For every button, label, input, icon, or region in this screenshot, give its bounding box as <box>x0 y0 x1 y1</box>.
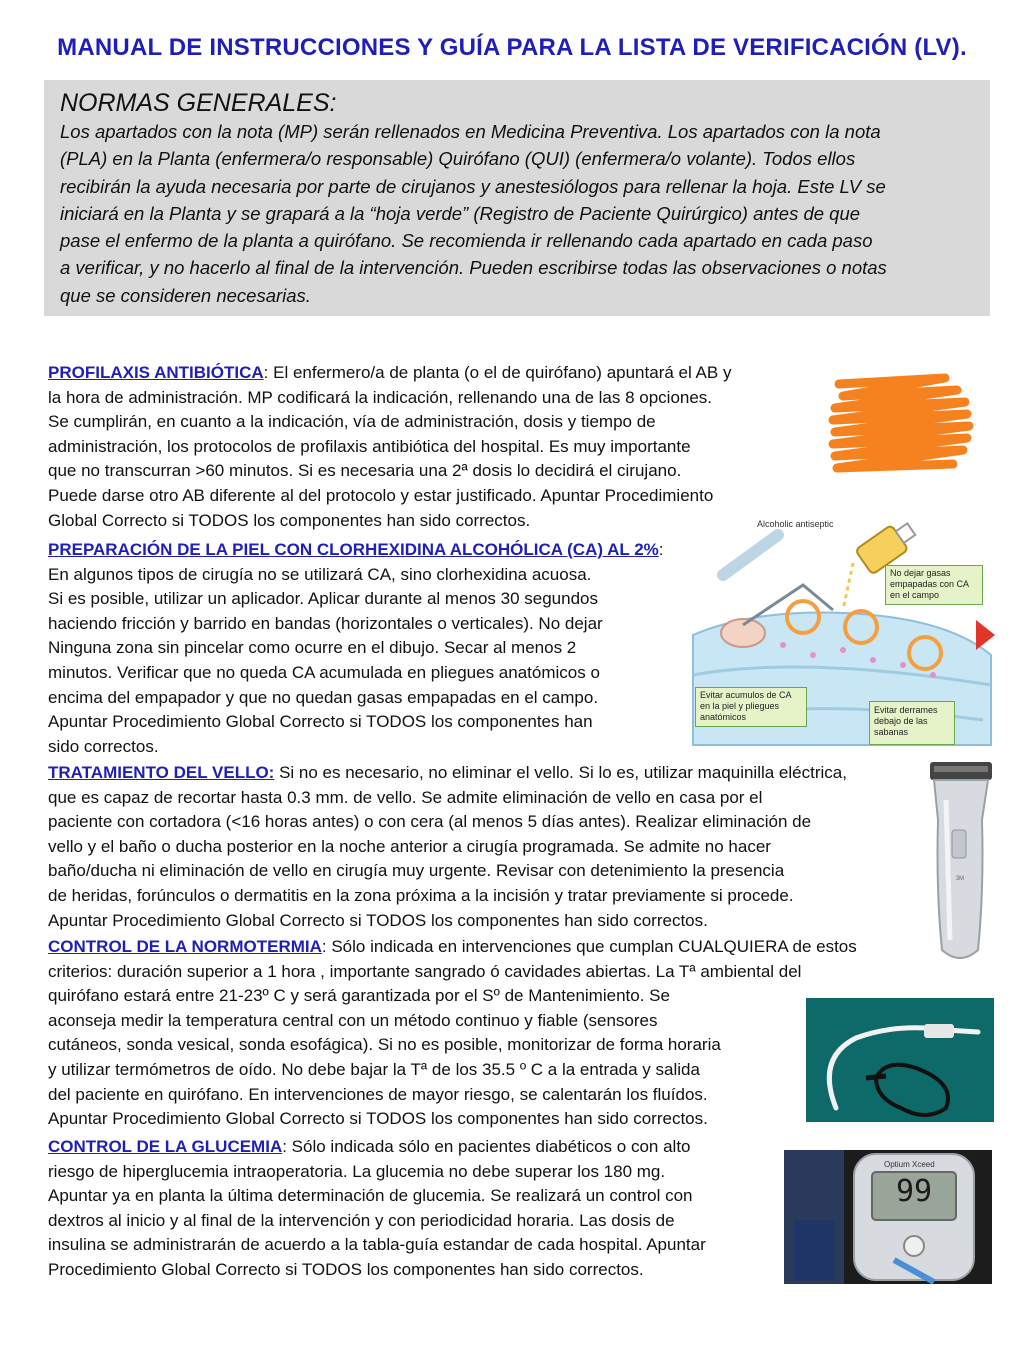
section-line: dextros al inicio y al final de la intervención y con periodicidad horaria. Las dosis de <box>48 1210 675 1230</box>
section-line: En algunos tipos de cirugía no se utilizará CA, sino clorhexidina acuosa. <box>48 564 592 584</box>
section-line: administración, los protocolos de profilaxis antibiótica del hospital. Es muy importante <box>48 436 691 456</box>
callout-gasas: No dejar gasas empapadas con CA en el campo <box>885 565 983 605</box>
section-line: Global Correcto si TODOS los componentes han sido correctos. <box>48 510 531 530</box>
normas-line: iniciará en la Planta y se grapará a la “hoja verde” (Registro de Paciente Quirúrgico) antes de que <box>60 202 861 224</box>
section-first-line: CONTROL DE LA NORMOTERMIA: Sólo indicada en intervenciones que cumplan CUALQUIERA de estos <box>48 937 857 956</box>
section-line: Ninguna zona sin pincelar como ocurre en el dibujo. Secar al menos 2 <box>48 638 577 658</box>
svg-text:3M: 3M <box>955 876 965 882</box>
callout-acumulos: Evitar acumulos de CA en la piel y pliegues anatómicos <box>695 687 807 727</box>
temperature-probe-photo <box>806 998 994 1122</box>
section-line: y utilizar termómetros de oído. No debe bajar la Tª de los 35.5 º C a la entrada y salida <box>48 1059 700 1079</box>
section-line: haciendo fricción y barrido en bandas (horizontales o verticales). No dejar <box>48 613 603 633</box>
section-line: Procedimiento Global Correcto si TODOS los componentes han sido correctos. <box>48 1259 644 1279</box>
section-heading-link[interactable]: PROFILAXIS ANTIBIÓTICA <box>48 363 264 382</box>
section-first-line: CONTROL DE LA GLUCEMIA: Sólo indicada sólo en pacientes diabéticos o con alto <box>48 1137 691 1156</box>
section-line: cutáneos, sonda vesical, sonda esofágica). Si no es posible, monitorizar de forma horaria <box>48 1035 721 1055</box>
section-line: Apuntar Procedimiento Global Correcto si TODOS los componentes han sido correctos. <box>48 1109 708 1129</box>
section-heading-link[interactable]: TRATAMIENTO DEL VELLO: <box>48 763 275 782</box>
section-preparacion-piel <box>48 538 664 759</box>
section-line: la hora de administración. MP codificará la indicación, rellenando una de las 8 opciones. <box>48 387 713 407</box>
alcohol-label: Alcoholic antiseptic <box>757 519 834 529</box>
document-title: MANUAL DE INSTRUCCIONES Y GUÍA PARA LA LISTA DE VERIFICACIÓN (LV). <box>57 34 967 61</box>
normas-line: a verificar, y no hacerlo al final de la intervención. Pueden escribirse todas las observaciones o notas <box>60 257 887 279</box>
section-line: insulina se administrarán de acuerdo a la tabla-guía estandar de cada hospital. Apuntar <box>48 1235 706 1255</box>
section-line: que no transcurran >60 minutos. Si es necesaria una 2ª dosis lo decidirá el cirujano. <box>48 461 682 481</box>
skin-prep-illustration <box>683 515 1008 750</box>
section-line: baño/ducha ni eliminación de vello en cirugía muy urgente. Revisar con detenimiento la presencia <box>48 861 785 881</box>
normas-line: recibirán la ayuda necesaria por parte de cirujanos y anestesiólogos para rellenar la hoja. Este LV se <box>60 175 886 197</box>
normas-body <box>60 118 974 309</box>
callout-derrames: Evitar derrames debajo de las sabanas <box>869 701 955 745</box>
normas-line: que se consideren necesarias. <box>60 284 311 306</box>
section-line: encima del empapador y que no quedan gasas empapadas en el campo. <box>48 687 599 707</box>
section-heading-link[interactable]: CONTROL DE LA GLUCEMIA <box>48 1137 283 1156</box>
section-line: vello y el baño o ducha posterior en la noche anterior a cirugía programada. Se admite no hacer <box>48 836 771 856</box>
orange-scribble <box>825 372 975 480</box>
section-first-line: PREPARACIÓN DE LA PIEL CON CLORHEXIDINA ALCOHÓLICA (CA) AL 2%: <box>48 540 664 559</box>
glucometer-brand: Optium Xceed <box>884 1160 935 1169</box>
section-normotermia <box>48 935 857 1132</box>
glucometer-reading: 99 <box>895 1174 933 1209</box>
section-line: Apuntar ya en planta la última determinación de glucemia. Se realizará un control con <box>48 1186 693 1206</box>
section-line: que es capaz de recortar hasta 0.3 mm. de vello. Se admite eliminación de vello en casa por el <box>48 787 763 807</box>
section-heading-link[interactable]: CONTROL DE LA NORMOTERMIA <box>48 937 322 956</box>
section-line: quirófano estará entre 21-23º C y será garantizada por el Sº de Mantenimiento. Se <box>48 986 670 1006</box>
glucometer-photo <box>784 1150 992 1284</box>
normas-generales-box <box>44 80 990 316</box>
section-line: Apuntar Procedimiento Global Correcto si TODOS los componentes han sido correctos. <box>48 910 708 930</box>
section-line: minutos. Verificar que no queda CA acumulada en pliegues anatómicos o <box>48 662 600 682</box>
normas-line: pase el enfermo de la planta a quirófano. Se recomienda ir rellenando cada apartado en cada paso <box>60 230 873 252</box>
section-line: criterios: duración superior a 1 hora , importante sangrado ó cavidades abiertas. La Tª ambiental del <box>48 961 802 981</box>
section-line: Si es posible, utilizar un aplicador. Aplicar durante al menos 30 segundos <box>48 589 599 609</box>
section-line: sido correctos. <box>48 736 159 756</box>
normas-line: Los apartados con la nota (MP) serán rellenados en Medicina Preventiva. Los apartados con la nota <box>60 121 881 142</box>
normas-line: (PLA) en la Planta (enfermera/o responsable) Quirófano (QUI) (enfermera/o volante). Todos ellos <box>60 148 856 170</box>
section-glucemia <box>48 1135 706 1283</box>
section-line: Se cumplirán, en cuanto a la indicación, vía de administración, dosis y tiempo de <box>48 412 656 432</box>
section-line: paciente con cortadora (<16 horas antes) o con cera (al menos 5 días antes). Realizar eliminación de <box>48 812 812 832</box>
section-profilaxis <box>48 361 731 533</box>
section-line: Apuntar Procedimiento Global Correcto si TODOS los componentes han <box>48 712 593 732</box>
section-line: del paciente en quirófano. En intervenciones de mayor riesgo, se calentarán los fluídos. <box>48 1084 708 1104</box>
section-first-line: TRATAMIENTO DEL VELLO: Si no es necesario, no eliminar el vello. Si lo es, utilizar maquinilla eléctrica, <box>48 763 847 782</box>
section-line: aconseja medir la temperatura central con un método continuo y fiable (sensores <box>48 1010 658 1030</box>
section-line: riesgo de hiperglucemia intraoperatoria. La glucemia no debe superar los 180 mg. <box>48 1161 666 1181</box>
section-first-line: PROFILAXIS ANTIBIÓTICA: El enfermero/a de planta (o el de quirófano) apuntará el AB y <box>48 363 732 382</box>
section-tratamiento-vello <box>48 761 847 933</box>
section-line: Puede darse otro AB diferente al del protocolo y estar justificado. Apuntar Procedimiento <box>48 485 714 505</box>
section-heading-link[interactable]: PREPARACIÓN DE LA PIEL CON CLORHEXIDINA ALCOHÓLICA (CA) AL 2% <box>48 540 659 559</box>
normas-heading: NORMAS GENERALES: <box>60 89 337 117</box>
clipper-photo <box>920 760 1000 970</box>
section-line: de heridas, forúnculos o dermatitis en la zona próxima a la incisión y tratar previamente si procede. <box>48 885 794 905</box>
